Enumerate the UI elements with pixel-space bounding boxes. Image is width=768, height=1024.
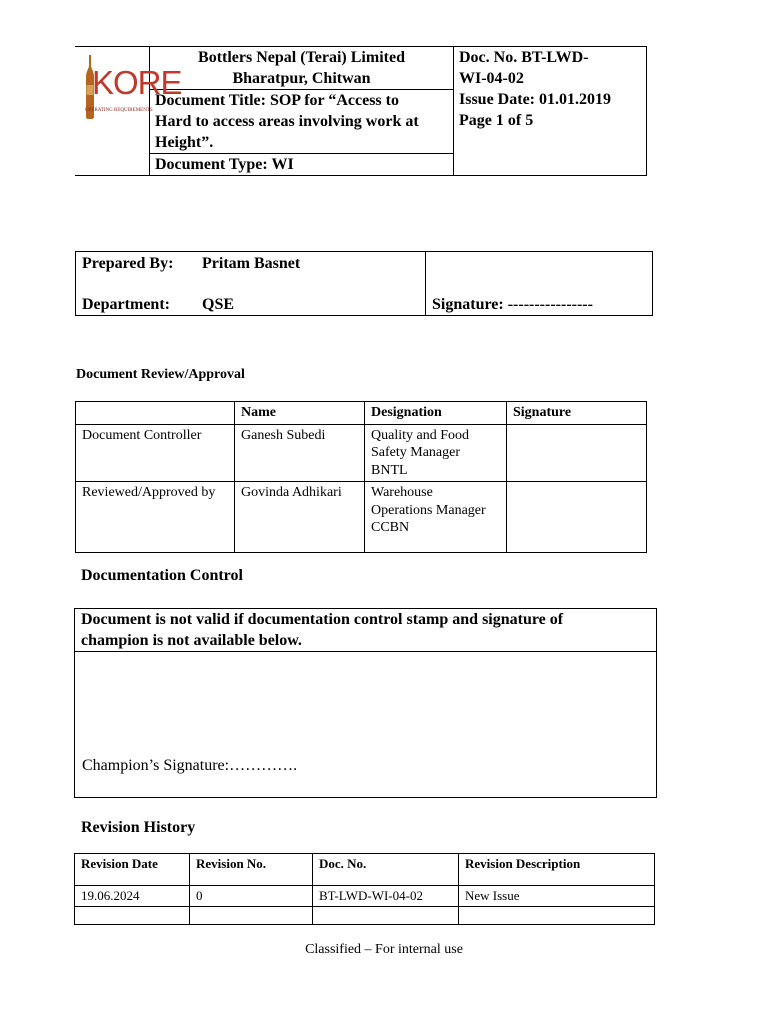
reviewer-signature — [507, 482, 647, 553]
champion-signature: Champion’s Signature:…………. — [82, 757, 298, 774]
doc-type-cell — [150, 154, 454, 176]
company-cell — [150, 47, 454, 90]
company-name: Bottlers Nepal (Terai) Limited — [198, 49, 405, 66]
reviewer-designation: Warehouse Operations Manager CCBN — [365, 482, 507, 553]
documentation-control-box — [74, 608, 657, 798]
review-approval-table — [75, 401, 647, 553]
doc-title-line1: Document Title: SOP for “Access to — [155, 92, 399, 109]
doc-type: Document Type: WI — [155, 156, 294, 173]
review-approval-heading: Document Review/Approval — [76, 367, 245, 382]
review-col-name: Name — [235, 402, 365, 425]
table-row: 19.06.2024 0 BT-LWD-WI-04-02 New Issue — [75, 886, 655, 907]
reviewer-designation: Quality and Food Safety Manager BNTL — [365, 424, 507, 482]
rev-col-date: Revision Date — [75, 854, 190, 886]
issue-date: Issue Date: 01.01.2019 — [459, 91, 611, 108]
logo-subtext: OPERATING REQUIREMENTS — [85, 108, 153, 113]
documentation-control-heading: Documentation Control — [81, 567, 243, 584]
revision-history-heading: Revision History — [81, 819, 196, 836]
prepared-by-label: Prepared By: — [82, 255, 174, 272]
kore-logo — [75, 47, 182, 173]
validity-notice: Document is not valid if documentation control stamp and signature of champion is not available below. — [75, 609, 656, 652]
rev-col-description: Revision Description — [459, 854, 655, 886]
doc-number-line2: WI-04-02 — [459, 70, 524, 87]
page-footer: Classified – For internal use — [305, 942, 463, 957]
preparer-signature: Signature: ---------------- — [432, 296, 593, 313]
department-label: Department: — [82, 296, 170, 313]
revision-history-table — [74, 853, 655, 925]
reviewer-name: Ganesh Subedi — [235, 424, 365, 482]
prepared-by-value: Pritam Basnet — [202, 255, 301, 272]
page-number: Page 1 of 5 — [459, 112, 534, 129]
reviewer-role: Document Controller — [76, 424, 235, 482]
prepared-by-row — [82, 254, 419, 274]
doc-info-cell — [454, 47, 647, 176]
doc-number-line1: Doc. No. BT-LWD- — [459, 49, 589, 66]
doc-title-cell — [150, 90, 454, 154]
reviewer-name: Govinda Adhikari — [235, 482, 365, 553]
logo-text: KORE — [92, 64, 182, 101]
review-col-signature: Signature — [507, 402, 647, 425]
rev-col-doc-no: Doc. No. — [313, 854, 459, 886]
preparer-cell — [76, 252, 426, 316]
preparer-signature-cell — [426, 252, 653, 316]
table-row — [75, 907, 655, 925]
table-row — [76, 482, 647, 553]
company-location: Bharatpur, Chitwan — [232, 70, 371, 87]
rev-col-number: Revision No. — [190, 854, 313, 886]
document-header-table — [75, 46, 647, 176]
logo-cell — [75, 47, 182, 176]
doc-title-line3: Height”. — [155, 134, 214, 151]
department-row — [82, 295, 419, 315]
department-value: QSE — [202, 296, 235, 313]
doc-title-line2: Hard to access areas involving work at — [155, 113, 419, 130]
review-col-designation: Designation — [365, 402, 507, 425]
reviewer-signature — [507, 424, 647, 482]
prepared-by-table — [75, 251, 653, 316]
table-row — [76, 424, 647, 482]
review-col-role — [76, 402, 235, 425]
reviewer-role: Reviewed/Approved by — [76, 482, 235, 553]
